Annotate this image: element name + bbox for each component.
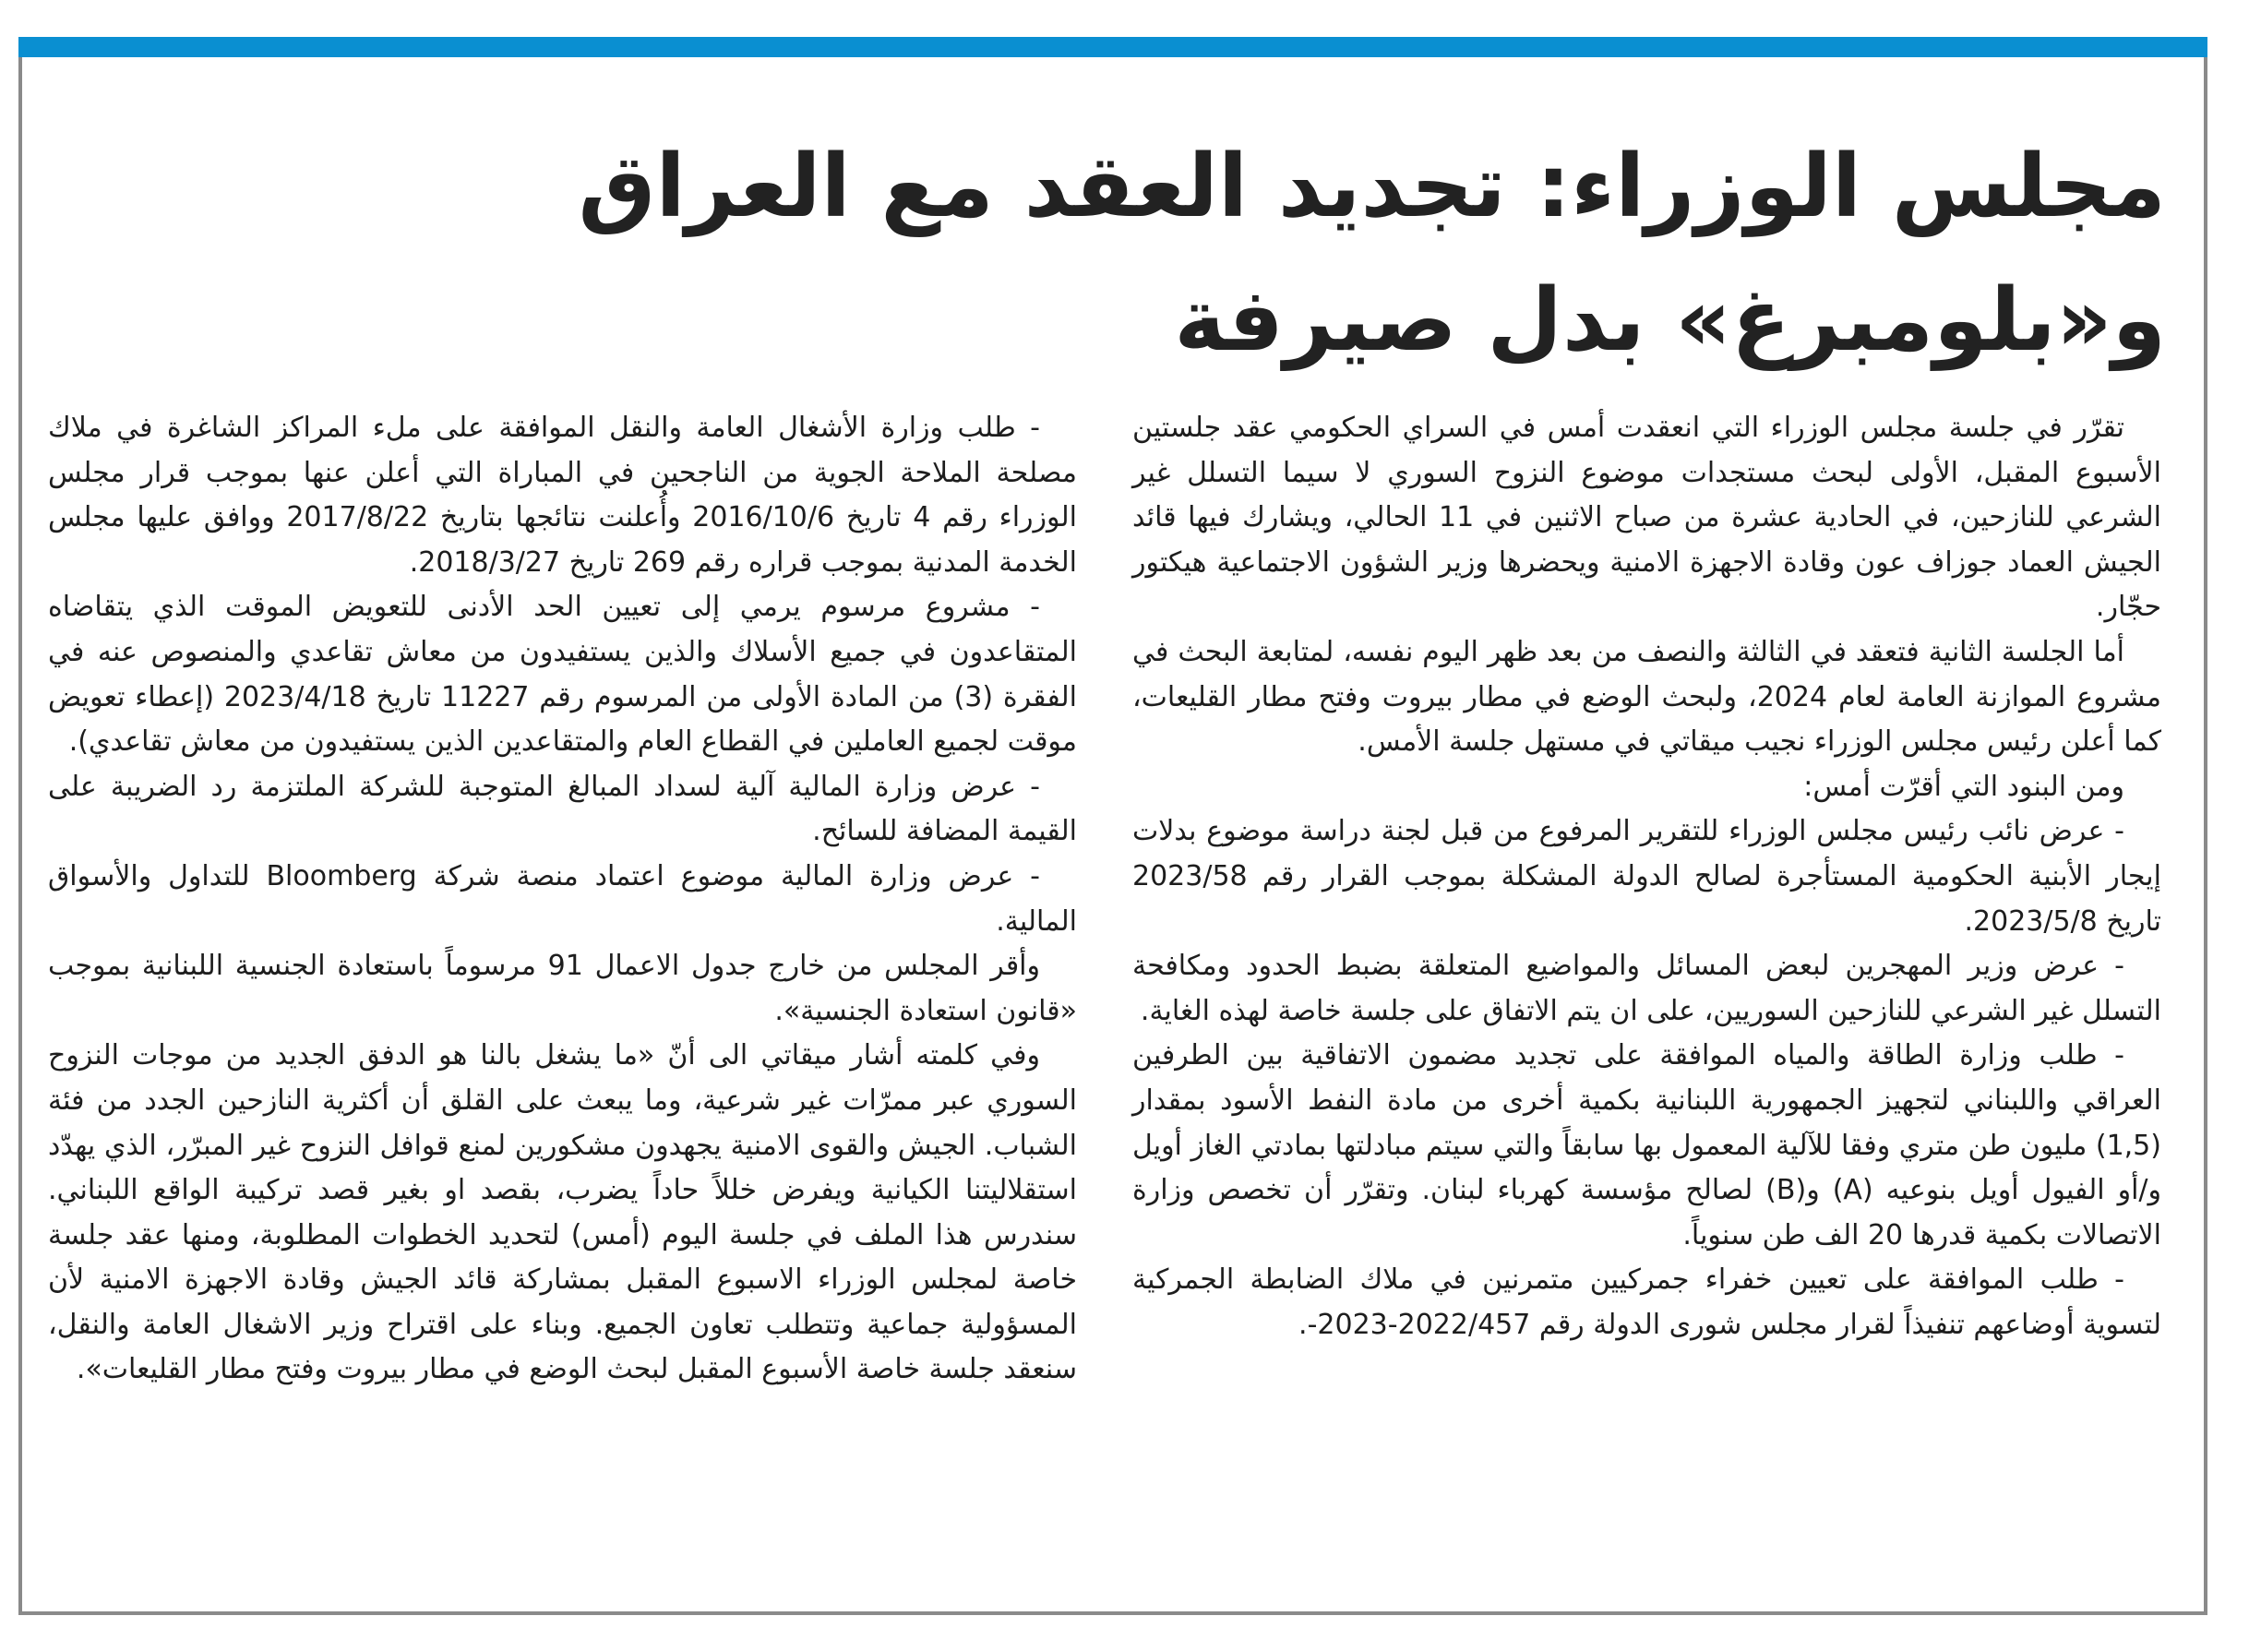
paragraph: تقرّر في جلسة مجلس الوزراء التي انعقدت أمس في السراي الحكومي عقد جلستين الأسبوع المقبل، الأولى لبحث مستجدات موضوع النزوح السوري لا سيما التسلل غير الشرعي للنازحين، في الحادية عشرة من صباح الاثنين في 11 الحالي، ويشارك فيها قائد الجيش العماد جوزاف عون وقادة الاجهزة الامنية ويحضرها وزير الشؤون الاجتماعية هيكتور حجّار. — [1132, 412, 2161, 624]
paragraph: وأقر المجلس من خارج جدول الاعمال 91 مرسوماً باستعادة الجنسية اللبنانية بموجب «قانون استعادة الجنسية». — [48, 950, 1077, 1027]
headline-line-1: مجلس الوزراء: تجديد العقد مع العراق — [578, 137, 2166, 237]
headline — [136, 120, 2166, 388]
paragraph: - عرض وزارة المالية موضوع اعتماد منصة شركة Bloomberg للتداول والأسواق المالية. — [48, 859, 1077, 938]
headline-line-2: و«بلومبرغ» بدل صيرفة — [1174, 270, 2166, 371]
paragraph: ومن البنود التي أقرّت أمس: — [1803, 770, 2124, 803]
top-accent-bar — [18, 37, 2207, 57]
paragraph: - طلب الموافقة على تعيين خفراء جمركيين متمرنين في ملاك الضابطة الجمركية لتسوية أوضاعهم تنفيذاً لقرار مجلس شورى الدولة رقم 2022/457-2023-. — [1132, 1263, 2161, 1341]
paragraph: - مشروع مرسوم يرمي إلى تعيين الحد الأدنى للتعويض الموقت الذي يتقاضاه المتقاعدون في جميع الأسلاك والذين يستفيدون من معاش تقاعدي والمنصوص عنه في الفقرة (3) من المادة الأولى من المرسوم رقم 11227 تاريخ 2023/4/18 (إعطاء تعويض موقت لجميع العاملين في القطاع العام والمتقاعدين الذين يستفيدون من معاش تقاعدي). — [48, 591, 1078, 759]
paragraph: - عرض وزارة المالية آلية لسداد المبالغ المتوجبة للشركة الملتزمة رد الضريبة على القيمة المضافة للسائح. — [48, 770, 1077, 848]
paragraph: - عرض نائب رئيس مجلس الوزراء للتقرير المرفوع من قبل لجنة دراسة موضوع بدلات إيجار الأبنية الحكومية المستأجرة لصالح الدولة المشكلة بموجب القرار رقم 2023/58 تاريخ 2023/5/8. — [1132, 815, 2161, 938]
paragraph: - عرض وزير المهجرين لبعض المسائل والمواضيع المتعلقة بضبط الحدود ومكافحة التسلل غير الشرعي للنازحين السوريين، على ان يتم الاتفاق على جلسة خاصة لهذه الغاية. — [1132, 950, 2161, 1027]
left-column — [48, 406, 1077, 1393]
paragraph: - طلب وزارة الطاقة والمياه الموافقة على تجديد مضمون الاتفاقية بين الطرفين العراقي واللبناني لتجهيز الجمهورية اللبنانية بكمية أخرى من مادة النفط الأسود بمقدار (1,5) مليون طن متري وفقا للآلية المعمول بها سابقاً والتي سيتم مبادلتها بمادتي الغاز أويل و/أو الفيول أويل بنوعيه (A) و(B) لصالح مؤسسة كهرباء لبنان. وتقرّر أن تخصص وزارة الاتصالات بكمية قدرها 20 الف طن سنوياً. — [1132, 1039, 2162, 1251]
paragraph: أما الجلسة الثانية فتعقد في الثالثة والنصف من بعد ظهر اليوم نفسه، لمتابعة البحث في مشروع الموازنة العامة لعام 2024، ولبحث الوضع في مطار بيروت وفتح مطار القليعات، كما أعلن رئيس مجلس الوزراء نجيب ميقاتي في مستهل جلسة الأمس. — [1132, 635, 2161, 759]
right-column — [1132, 406, 2161, 1347]
paragraph: وفي كلمته أشار ميقاتي الى أنّ «ما يشغل بالنا هو الدفق الجديد من موجات النزوح السوري عبر ممرّات غير شرعية، وما يبعث على القلق أن أكثرية النازحين الجدد من فئة الشباب. الجيش والقوى الامنية يجهدون مشكورين لمنع قوافل النزوح غير المبرّر، الذي يهدّد استقلاليتنا الكيانية ويفرض خللاً حاداً يضرب، بقصد او بغير قصد تركيبة الواقع اللبناني. سندرس هذا الملف في جلسة اليوم (أمس) لتحديد الخطوات المطلوبة، ومنها عقد جلسة خاصة لمجلس الوزراء الاسبوع المقبل بمشاركة قائد الجيش وقادة الاجهزة الامنية لأن المسؤولية جماعية وتتطلب تعاون الجميع. وبناء على اقتراح وزير الاشغال العامة والنقل، سنعقد جلسة خاصة الأسبوع المقبل لبحث الوضع في مطار بيروت وفتح مطار القليعات». — [48, 1039, 1077, 1386]
paragraph: - طلب وزارة الأشغال العامة والنقل الموافقة على ملء المراكز الشاغرة في ملاك مصلحة الملاحة الجوية من الناجحين في المباراة التي أعلن عنها بموجب قرار مجلس الوزراء رقم 4 تاريخ 2016/10/6 وأُعلنت نتائجها بتاريخ 2017/8/22 ووافق عليها مجلس الخدمة المدنية بموجب قراره رقم 269 تاريخ 2018/3/27. — [48, 412, 1077, 579]
